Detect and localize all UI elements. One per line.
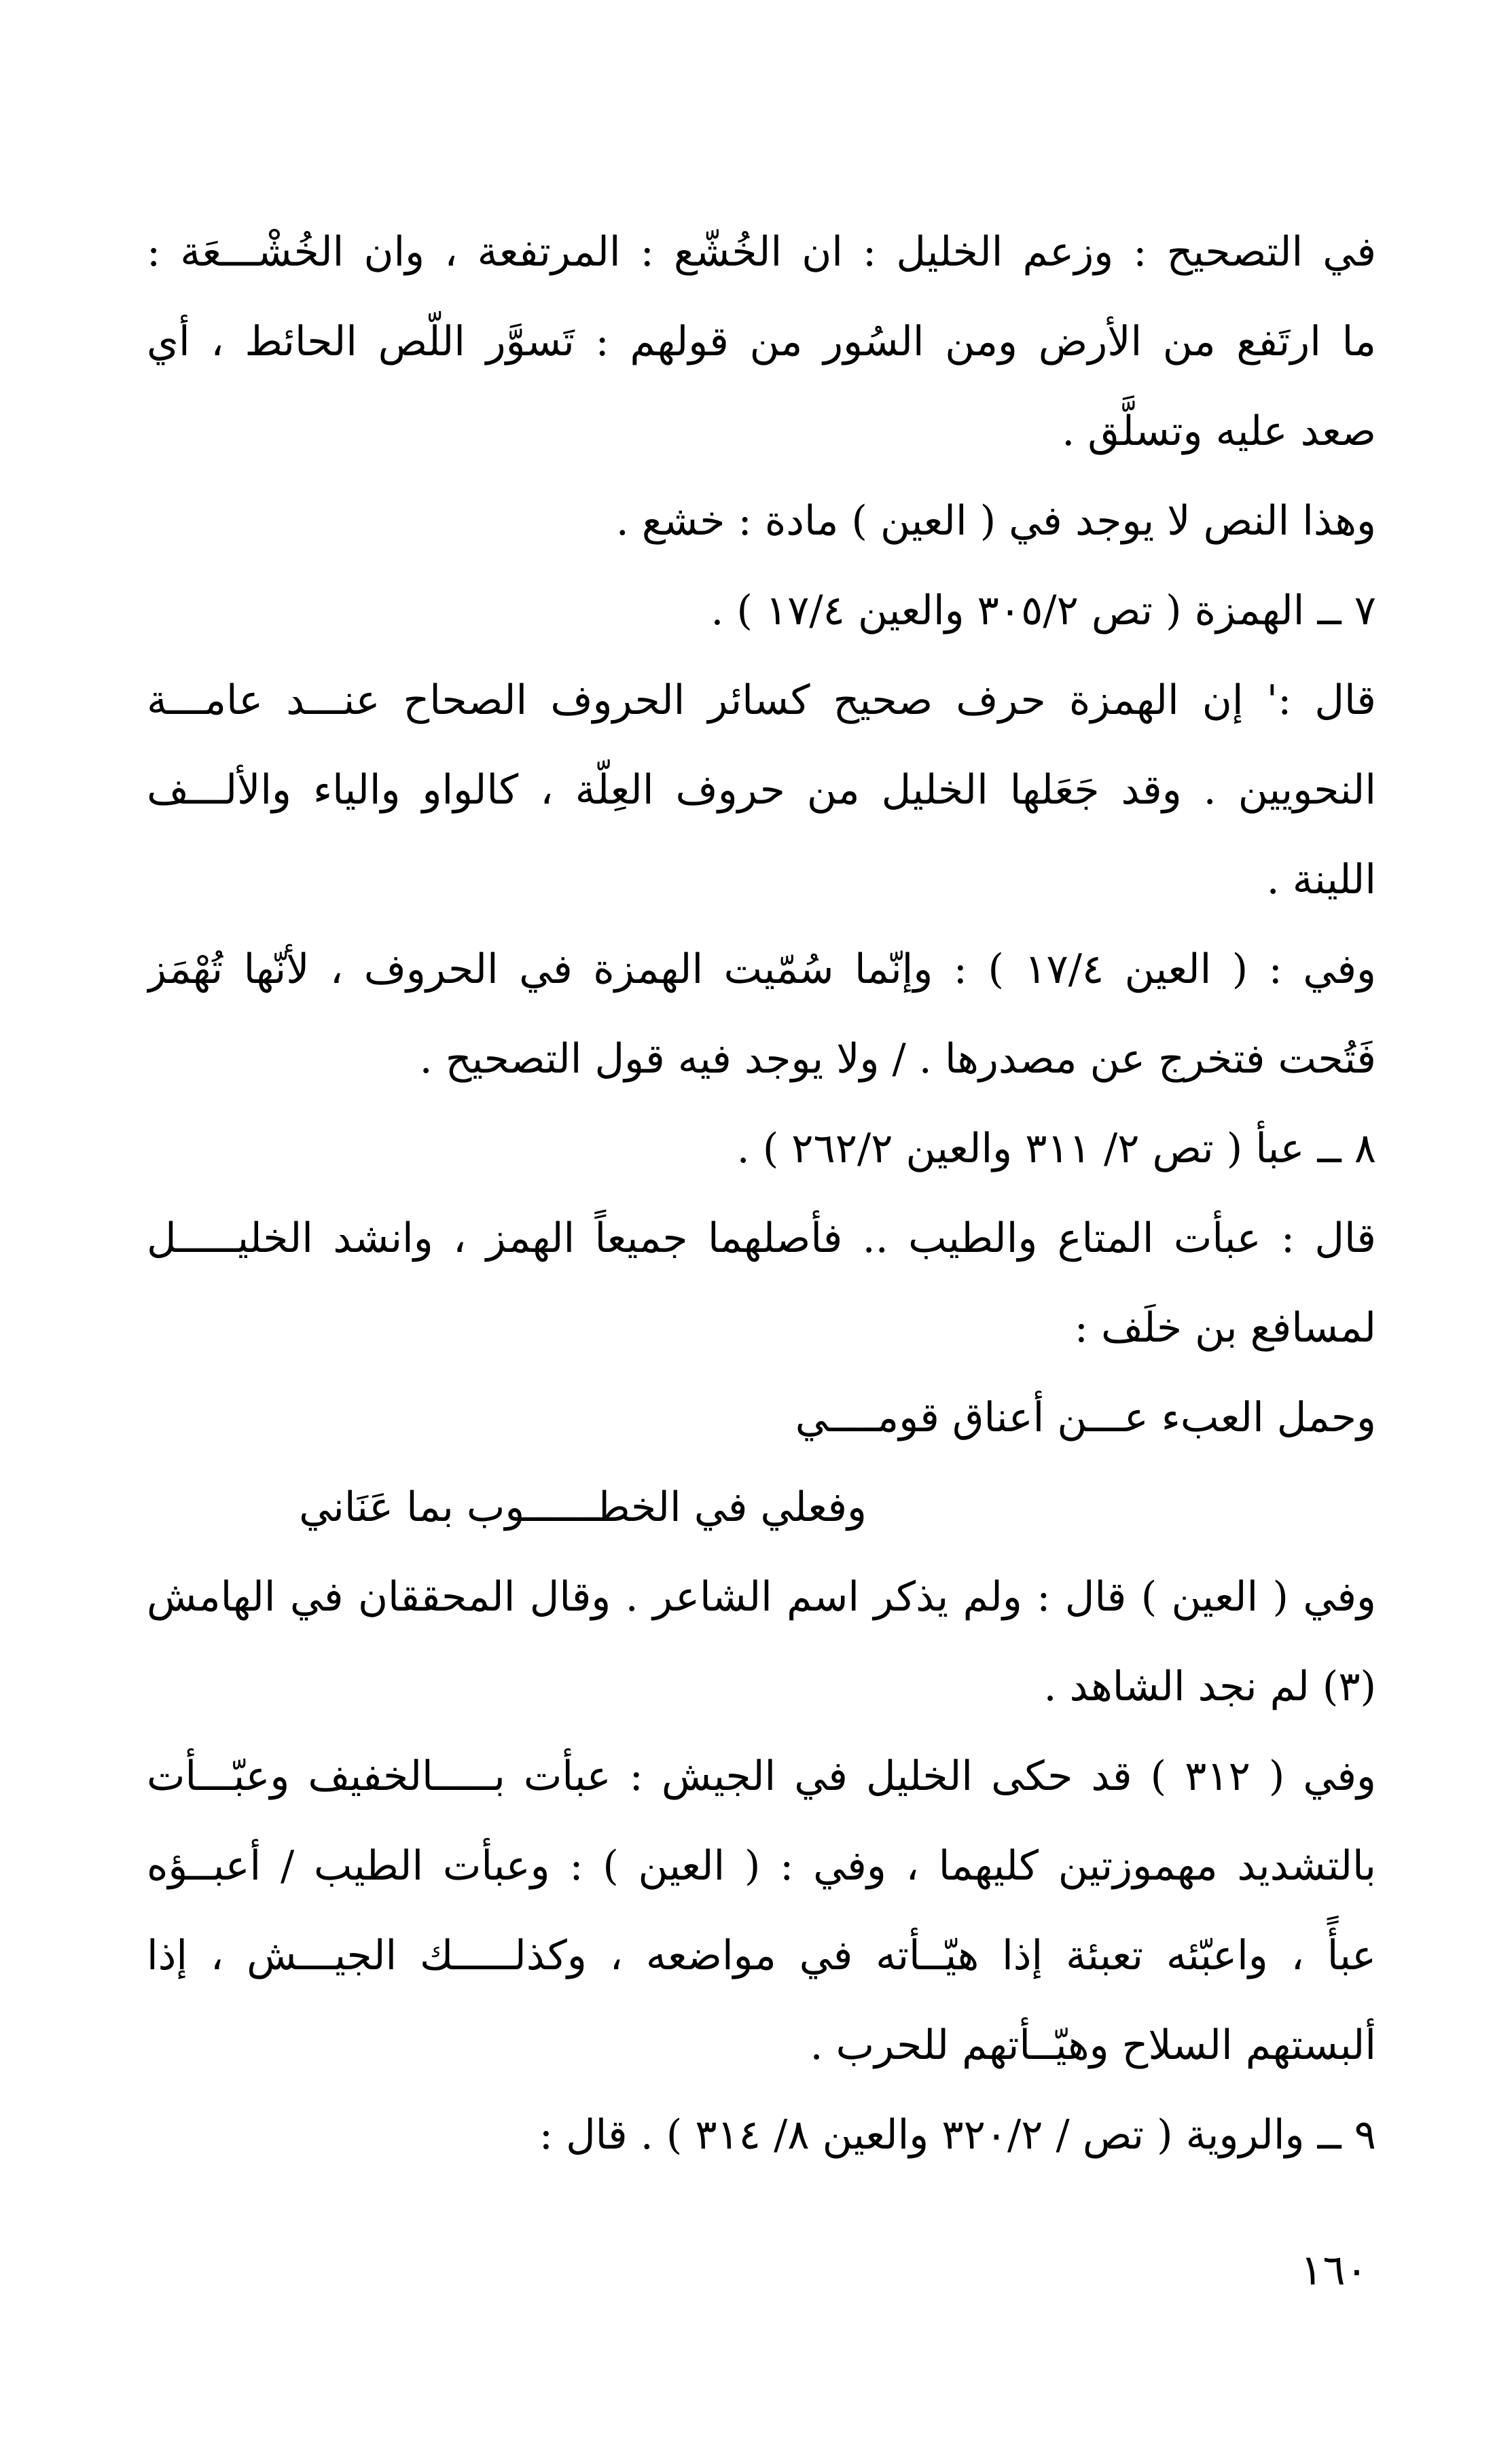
text-line-21: ألبستهم السلاح وهيّــأتهم للحرب .: [810, 2022, 1376, 2069]
section-heading-8: ٨ ــ عبأ ( تص ٢/ ٣١١ والعين ٢٦٢/٢ ) .: [736, 1125, 1376, 1172]
verse-line-1: وحمل العبء عـــن أعناق قومــــي: [795, 1394, 1376, 1441]
section-heading-7: ٧ ــ الهمزة ( تص ٣٠٥/٢ والعين ١٧/٤ ) .: [710, 587, 1376, 634]
text-line-1: في التصحيح : وزعم الخليل : ان الخُشّع : المرتفعة ، وان الخُشْـــعَة :: [147, 228, 1376, 276]
text-line-19: بالتشديد مهموزتين كليهما ، وفي : ( العين ) : وعبأت الطيب / أعبــؤه: [147, 1842, 1376, 1890]
text-line-9: وفي : ( العين ١٧/٤ ) : وإنّما سُمّيت الهمزة في الحروف ، لأنّها تُهْمَز: [147, 946, 1376, 993]
text-line-10: فَتُحت فتخرج عن مصدرها . / ولا يوجد فيه قول التصحيح .: [419, 1035, 1376, 1083]
text-line-6: قال :' إن الهمزة حرف صحيح كسائر الحروف الصحاح عنـــد عامـــة: [147, 677, 1376, 724]
text-line-3: صعد عليه وتسلَّق .: [1062, 408, 1376, 455]
body-text: [147, 207, 1376, 2180]
text-line-12: قال : عبأت المتاع والطيب .. فأصلهما جميعاً الهمز ، وانشد الخليـــــل: [147, 1215, 1376, 1262]
text-line-17: (٣) لم نجد الشاهد .: [1043, 1663, 1376, 1710]
text-line-8: اللينة .: [1266, 856, 1376, 903]
text-line-16: وفي ( العين ) قال : ولم يذكر اسم الشاعر . وقال المحققان في الهامش: [147, 1573, 1376, 1621]
text-line-4: وهذا النص لا يوجد في ( العين ) مادة : خشع .: [615, 497, 1376, 545]
text-line-20: عبأً ، واعبّئه تعبئة إذا هيّــأته في مواضعه ، وكذلـــــك الجيـــش ، إذا: [147, 1932, 1376, 1979]
text-line-2: ما ارتَفع من الأرض ومن السُور من قولهم : تَسوَّر اللّص الحائط ، أي: [147, 318, 1376, 365]
section-heading-9: ٩ ــ والروية ( تص / ٣٢٠/٢ والعين ٨/ ٣١٤ ) . قال :: [539, 2111, 1376, 2159]
text-line-13: لمسافع بن خلَف :: [1074, 1304, 1376, 1352]
page-number: ١٦٠: [1300, 2245, 1368, 2295]
text-line-18: وفي ( ٣١٢ ) قد حكى الخليل في الجيش : عبأت بـــــالخفيف وعبّـــأت: [147, 1753, 1376, 1800]
text-line-7: النحويين . وقد جَعَلها الخليل من حروف العِلّة ، كالواو والياء والألـــف: [147, 766, 1376, 814]
verse-line-2: وفعلي في الخطــــــوب بما عَنَاني: [299, 1484, 867, 1531]
